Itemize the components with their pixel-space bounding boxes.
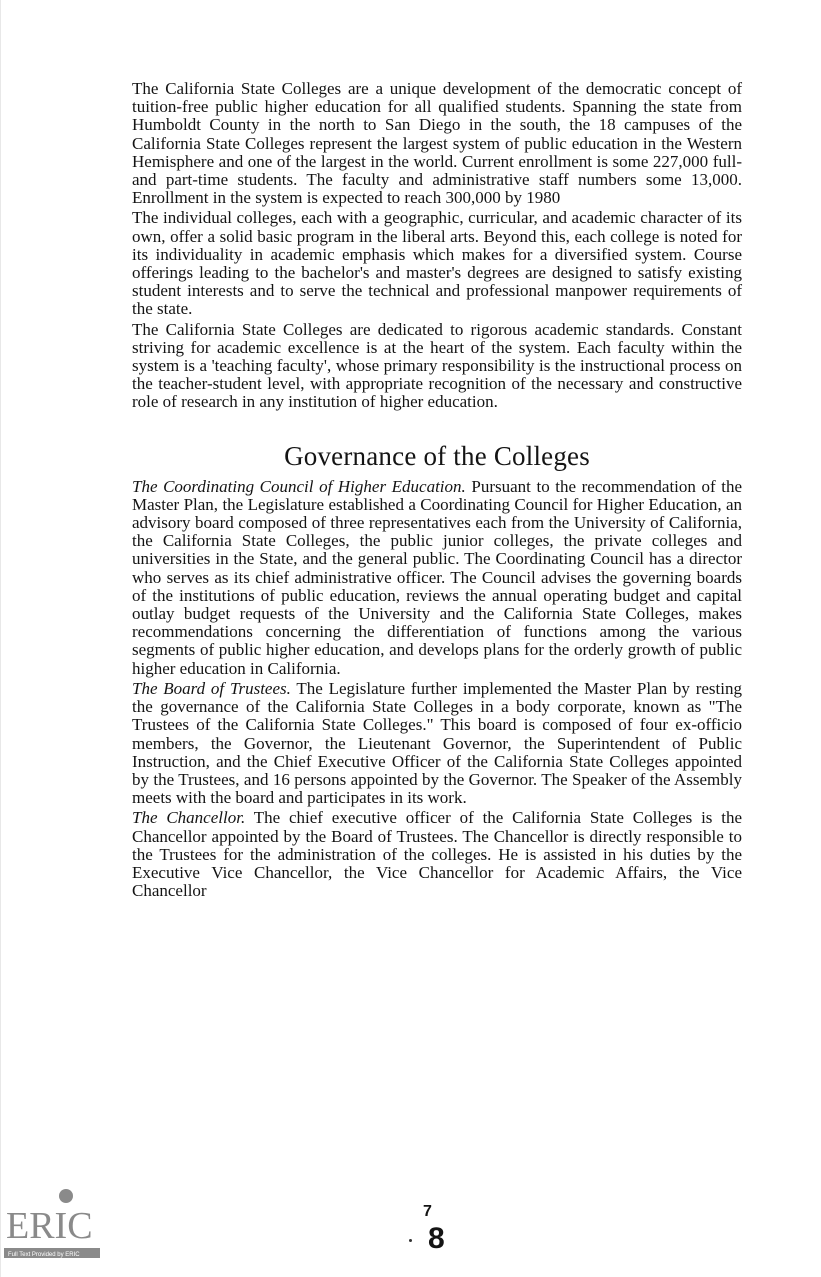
- section-heading: Governance of the Colleges: [284, 440, 590, 471]
- text-column: [132, 80, 742, 900]
- paragraph-body: Pursuant to the recommendation of the Master Plan, the Legislature established a Coordinating Council for Higher Education, an advisory board composed of three representatives each from the University of California, the California State Colleges, the public junior colleges, the private colleges and universities in the State, and the general public. The Coordinating Council has a director who serves as its chief administrative officer. The Council advises the governing boards of the institutions of public education, reviews the annual operating budget and capital outlay budget requests of the University and the California State Colleges, makes recommendations concerning the differentiation of functions among the various segments of public higher education, and develops plans for the orderly growth of public higher education in California.: [132, 476, 742, 678]
- eric-logo-text: ERIC: [6, 1205, 93, 1247]
- dot-mark: [409, 1239, 412, 1242]
- paragraph-title: The Chancellor.: [132, 808, 246, 828]
- paragraph-body: The Legislature further implemented the Master Plan by resting the governance of the California State Colleges in a body corporate, known as "The Trustees of the California State Colleges." This board is composed of four ex-officio members, the Governor, the Lieutenant Governor, the Superintendent of Public Instruction, and the Chief Executive Officer of the California State Colleges appointed by the Trustees, and 16 persons appointed by the Governor. The Speaker of the Assembly meets with the board and participates in its work.: [132, 678, 742, 808]
- paragraph-title: The Coordinating Council of Higher Education.: [132, 476, 466, 496]
- page-edge: [0, 0, 1, 1277]
- page-number-large: 8: [428, 1222, 445, 1255]
- paragraph-intro: The California State Colleges are a unique development of the democratic concept of tuition-free public higher education for all qualified students. Spanning the state from Humboldt County in the north to San Diego in the south, the 18 campuses of the California State Colleges represent the largest system of public education in the Western Hemisphere and one of the largest in the world. Current enrollment is some 227,000 full- and part-time students. The faculty and administrative staff numbers some 13,000. Enrollment in the system is expected to reach 300,000 by 1980: [132, 79, 742, 208]
- paragraph-standards: The California State Colleges are dedicated to rigorous academic standards. Constant striving for academic excellence is at the heart of the system. Each faculty within the system is a 'teaching faculty', whose primary responsibility is the instructional process on the teacher-student level, with appropriate recognition of the necessary and constructive role of research in any institution of higher education.: [132, 319, 742, 412]
- page-number-small: 7: [423, 1203, 432, 1220]
- eric-logo: [2, 1188, 102, 1268]
- eric-logo-subtext: Full Text Provided by ERIC: [8, 1252, 80, 1258]
- paragraph-colleges: The individual colleges, each with a geographic, curricular, and academic character of its own, offer a solid basic program in the liberal arts. Beyond this, each college is noted for its individuality in academic emphasis which makes for a diversified system. Course offerings leading to the bachelor's and master's degrees are designed to satisfy existing student interests and to serve the technical and professional manpower requirements of the state.: [132, 208, 742, 319]
- paragraph-body: The chief executive officer of the California State Colleges is the Chancellor appointed by the Board of Trustees. The Chancellor is directly responsible to the Trustees for the administration of the colleges. He is assisted in his duties by the Executive Vice Chancellor, the Vice Chancellor for Academic Affairs, the Vice Chancellor: [132, 808, 743, 901]
- paragraph-coordinating-council: [132, 478, 742, 678]
- paragraph-chancellor: [132, 809, 742, 900]
- paragraph-board-of-trustees: [132, 680, 742, 807]
- paragraph-title: The Board of Trustees.: [132, 678, 291, 698]
